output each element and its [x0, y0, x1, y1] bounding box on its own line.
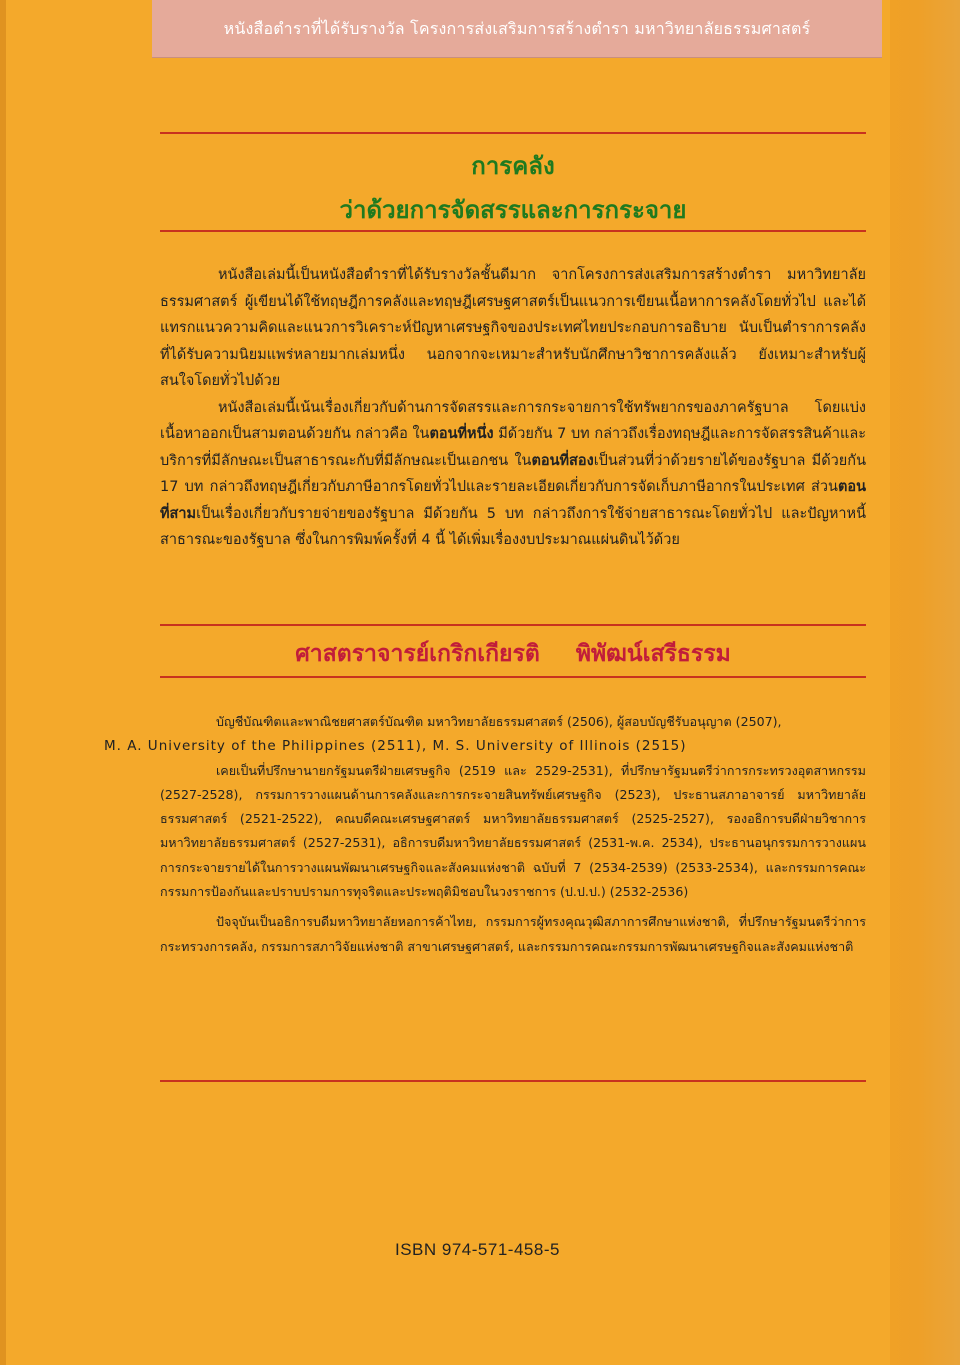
description-text: เป็นส่วนที่ว่าด้วยรายได้ของรัฐบาล มีด้วยกัน 17 บท กล่าวถึงทฤษฎีเกี่ยวกับภาษีอากรโดยทั่วไปและรายละเอียดเกี่ยวกับการจัดเก็บภาษีอากรในประเทศ ส่วน: [160, 452, 866, 495]
rule-top: [160, 132, 866, 134]
bio-education: [104, 710, 866, 759]
part-one-label: ตอนที่หนึ่ง: [429, 426, 494, 442]
bio-text: บัญชีบัณฑิตและพาณิชยศาสตร์บัณฑิต มหาวิทยาลัยธรรมศาสตร์ (2506), ผู้สอบบัญชีรับอนุญาต (2507),: [216, 714, 782, 729]
author-biography: [104, 710, 866, 959]
author-rank: ศาสตราจารย์เกริกเกียรติ: [295, 641, 540, 667]
rule-under-title: [160, 230, 866, 232]
author-heading: [160, 636, 866, 672]
part-two-label: ตอนที่สอง: [531, 452, 594, 469]
cover-spine-edge: [890, 0, 960, 1365]
bio-career: เคยเป็นที่ปรึกษานายกรัฐมนตรีฝ่ายเศรษฐกิจ (2519 และ 2529-2531), ที่ปรึกษารัฐมนตรีว่าการกระทรวงอุตสาหกรรม (2527-2528), กรรมการวางแผนด้านการคลังและการกระจายสินทรัพย์เศรษฐกิจ (2523), ประธานสภาอาจารย์ มหาวิทยาลัยธรรมศาสตร์ (2521-2522), คณบดีคณะเศรษฐศาสตร์ มหาวิทยาลัยธรรมศาสตร์ (2525-2527), รองอธิการบดีฝ่ายวิชาการ มหาวิทยาลัยธรรมศาสตร์ (2527-2531), อธิการบดีมหาวิทยาลัยธรรมศาสตร์ (2531-พ.ค. 2534), ประธานอนุกรรมการวางแผนการกระจายรายได้ในการวางแผนพัฒนาเศรษฐกิจและสังคมแห่งชาติ ฉบับที่ 7 (2534-2539) (2533-2534), และกรรมการคณะกรรมการป้องกันและปราบปรามการทุจริตและประพฤติมิชอบในวงราชการ (ป.ป.ป.) (2532-2536): [160, 762, 866, 900]
book-description: [160, 262, 866, 554]
description-text: หนังสือเล่มนี้เน้นเรื่องเกี่ยวกับด้านการจัดสรรและการกระจายการใช้ทรัพยากรของภาครัฐบาล โดยแบ่งเนื้อหาออกเป็นสามตอนด้วยกัน กล่าวคือ ใน: [160, 399, 866, 442]
part-three-label: ตอนที่สาม: [160, 479, 866, 522]
description-para-1: หนังสือเล่มนี้เป็นหนังสือตำราที่ได้รับรางวัลชั้นดีมาก จากโครงการส่งเสริมการสร้างตำรา มหาวิทยาลัยธรรมศาสตร์ ผู้เขียนได้ใช้ทฤษฎีการคลังและทฤษฎีเศรษฐศาสตร์เป็นแนวการเขียนเนื้อหาการคลังโดยทั่วไป และได้แทรกแนวความคิดและแนวการวิเคราะห์ปัญหาเศรษฐกิจของประเทศไทยประกอบการอธิบาย นับเป็นตำราการคลังที่ได้รับความนิยมแพร่หลายมากเล่มหนึ่ง นอกจากจะเหมาะสำหรับนักศึกษาวิชาการคลังแล้ว ยังเหมาะสำหรับผู้สนใจโดยทั่วไปด้วย: [160, 267, 866, 389]
isbn: ISBN 974-571-458-5: [395, 1240, 560, 1259]
description-text: มีด้วยกัน 7 บท กล่าวถึงเรื่องทฤษฎีและการจัดสรรสินค้าและบริการที่มีลักษณะเป็นสาธารณะกับที่มีลักษณะเป็นเอกชน ใน: [160, 426, 867, 469]
description-para-2: [160, 395, 866, 554]
cover-left-edge: [0, 0, 6, 1365]
author-name: พิพัฒน์เสรีธรรม: [575, 641, 731, 667]
bio-current: ปัจจุบันเป็นอธิการบดีมหาวิทยาลัยหอการค้าไทย, กรรมการผู้ทรงคุณวุฒิสภาการศึกษาแห่งชาติ, ที่ปรึกษารัฐมนตรีว่าการกระทรวงการคลัง, กรรมการสภาวิจัยแห่งชาติ สาขาเศรษฐศาสตร์, และกรรมการคณะกรรมการพัฒนาเศรษฐกิจและสังคมแห่งชาติ: [160, 914, 866, 954]
rule-bottom: [160, 1080, 866, 1082]
award-banner: หนังสือตำราที่ได้รับรางวัล โครงการส่งเสริมการสร้างตำรา มหาวิทยาลัยธรรมศาสตร์: [152, 0, 882, 58]
bio-degrees-en: M. A. University of the Philippines (2511), M. S. University of Illinois (2515): [104, 738, 687, 755]
book-subtitle: ว่าด้วยการจัดสรรและการกระจาย: [339, 196, 687, 224]
book-title: การคลัง: [471, 152, 555, 180]
rule-above-author: [160, 624, 866, 626]
description-text: เป็นเรื่องเกี่ยวกับรายจ่ายของรัฐบาล มีด้วยกัน 5 บท กล่าวถึงการใช้จ่ายสาธารณะโดยทั่วไป และปัญหาหนี้สาธารณะของรัฐบาล ซึ่งในการพิมพ์ครั้งที่ 4 นี้ ได้เพิ่มเรื่องงบประมาณแผ่นดินไว้ด้วย: [160, 505, 866, 548]
rule-under-author: [160, 676, 866, 678]
